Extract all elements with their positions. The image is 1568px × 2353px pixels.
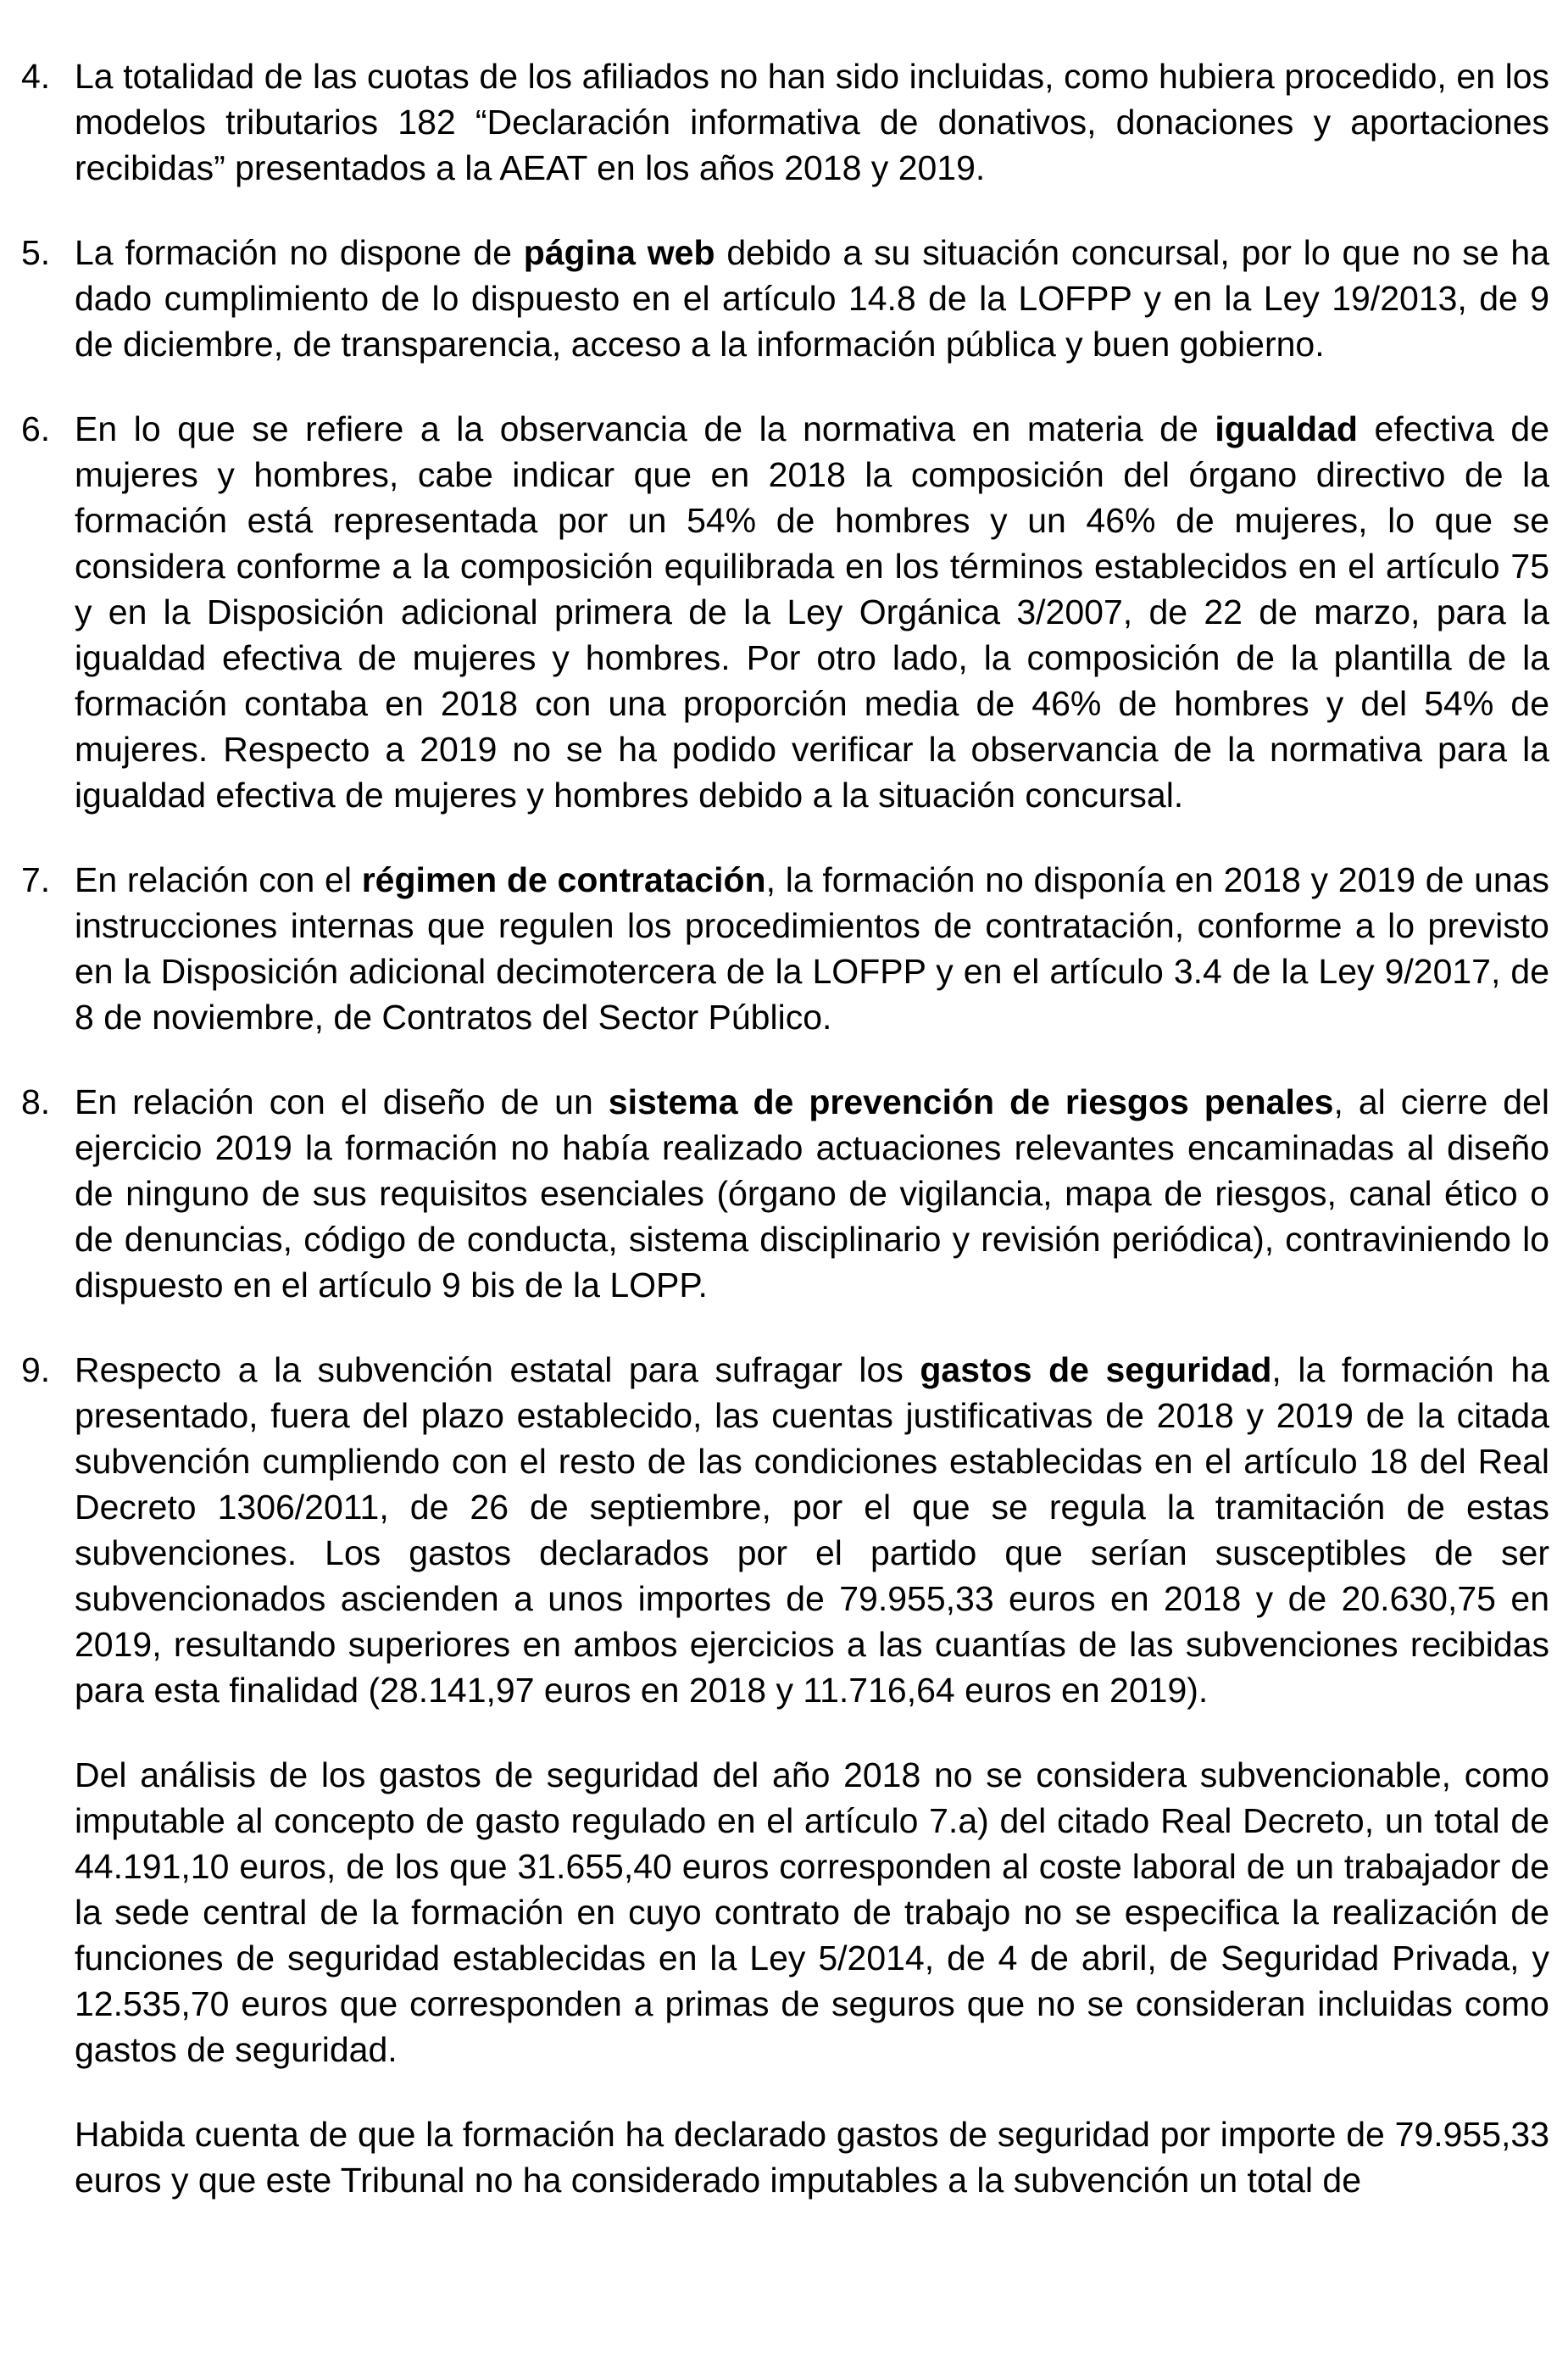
paragraph-text: efectiva de mujeres y hombres, cabe indicar que en 2018 la composición del órgano directivo de la formación está representada por un 54% de hombres y un 46% de mujeres, lo que se considera conforme a la composición equilibrada en los términos establecidos en el artículo 75 y en la Disposición adicional primera de la Ley Orgánica 3/2007, de 22 de marzo, para la igualdad efectiva de mujeres y hombres. Por otro lado, la composición de la plantilla de la formación contaba en 2018 con una proporción media de 46% de hombres y del 54% de mujeres. Respecto a 2019 no se ha podido verificar la observancia de la normativa para la igualdad efectiva de mujeres y hombres debido a la situación concursal. <box>75 409 1550 815</box>
numbered-paragraph <box>21 406 1549 818</box>
paragraph-number: 9. <box>21 1350 51 1389</box>
paragraph-number: 8. <box>21 1082 51 1121</box>
paragraph-text: , la formación ha presentado, fuera del plazo establecido, las cuentas justificativas de 2018 y 2019 de la citada subvención cumpliendo con el resto de las condiciones establecidas en el artículo 18 del Real Decreto 1306/2011, de 26 de septiembre, por el que se regula la tramitación de estas subvenciones. Los gastos declarados por el partido que serían susceptibles de ser subvencionados ascienden a unos importes de 79.955,33 euros en 2018 y de 20.630,75 en 2019, resultando superiores en ambos ejercicios a las cuantías de las subvenciones recibidas para esta finalidad (28.141,97 euros en 2018 y 11.716,64 euros en 2019). <box>75 1350 1549 1710</box>
paragraph-number: 6. <box>21 409 51 448</box>
paragraph-text: debido a su situación concursal, por lo que no se ha dado cumplimiento de lo dispuesto en el artículo 14.8 de la LOFPP y en la Ley 19/2013, de 9 de diciembre, de transparencia, acceso a la información pública y buen gobierno. <box>75 233 1550 364</box>
paragraph-text: Habida cuenta de que la formación ha declarado gastos de seguridad por importe de 79.955,33 euros y que este Tribunal no ha considerado imputables a la subvención un total de <box>75 2115 1549 2200</box>
numbered-paragraph <box>21 53 1549 191</box>
numbered-paragraph <box>21 857 1549 1040</box>
paragraph-text: Del análisis de los gastos de seguridad del año 2018 no se considera subvencionable, como imputable al concepto de gasto regulado en el artículo 7.a) del citado Real Decreto, un total de 44.191,10 euros, de los que 31.655,40 euros corresponden al coste laboral de un trabajador de la sede central de la formación en cuyo contrato de trabajo no se especifica la realización de funciones de seguridad establecidas en la Ley 5/2014, de 4 de abril, de Seguridad Privada, y 12.535,70 euros que corresponden a primas de seguros que no se consideran incluidas como gastos de seguridad. <box>75 1755 1549 2069</box>
paragraph-number: 7. <box>21 860 51 899</box>
numbered-paragraph <box>21 1347 1549 1713</box>
paragraph-text: Respecto a la subvención estatal para sufragar los <box>75 1350 920 1389</box>
bold-term: régimen de contratación <box>361 860 766 899</box>
paragraph-text: En relación con el <box>75 860 362 899</box>
paragraph-list <box>21 53 1549 2203</box>
paragraph-text: La totalidad de las cuotas de los afiliados no han sido incluidas, como hubiera procedido, en los modelos tributarios 182 “Declaración informativa de donativos, donaciones y aportaciones recibidas” presentados a la AEAT en los años 2018 y 2019. <box>75 57 1549 187</box>
paragraph-text: , al cierre del ejercicio 2019 la formación no había realizado actuaciones relevantes encaminadas al diseño de ninguno de sus requisitos esenciales (órgano de vigilancia, mapa de riesgos, canal ético o de denuncias, código de conducta, sistema disciplinario y revisión periódica), contraviniendo lo dispuesto en el artículo 9 bis de la LOPP. <box>75 1082 1549 1304</box>
paragraph-number: 4. <box>21 57 51 96</box>
bold-term: gastos de seguridad <box>920 1350 1272 1389</box>
numbered-paragraph <box>21 1079 1549 1308</box>
paragraph-text: En lo que se refiere a la observancia de la normativa en materia de <box>75 409 1215 448</box>
continuation-paragraph <box>21 1752 1549 2072</box>
numbered-paragraph <box>21 230 1549 367</box>
paragraph-text: La formación no dispone de <box>75 233 524 272</box>
paragraph-text: , la formación no disponía en 2018 y 2019 de unas instrucciones internas que regulen los procedimientos de contratación, conforme a lo previsto en la Disposición adicional decimotercera de la LOFPP y en el artículo 3.4 de la Ley 9/2017, de 8 de noviembre, de Contratos del Sector Público. <box>75 860 1549 1037</box>
paragraph-number: 5. <box>21 233 51 272</box>
bold-term: sistema de prevención de riesgos penales <box>608 1082 1334 1121</box>
bold-term: igualdad <box>1215 409 1358 448</box>
bold-term: página web <box>523 233 715 272</box>
paragraph-text: En relación con el diseño de un <box>75 1082 609 1121</box>
continuation-paragraph <box>21 2111 1549 2203</box>
